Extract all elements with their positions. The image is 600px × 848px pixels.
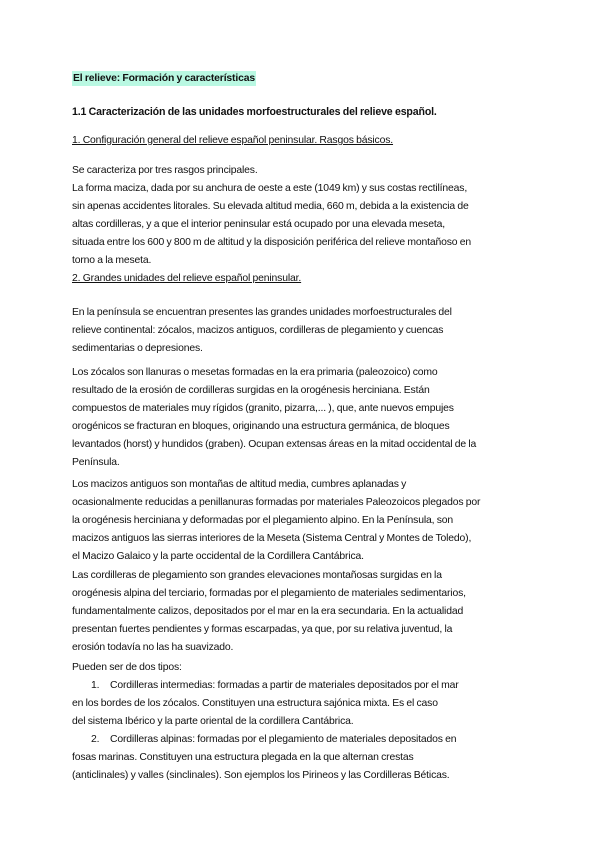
text-line: la orogénesis herciniana y deformadas por el plegamiento alpino. En la Península, son	[72, 515, 454, 526]
text-line: Cordilleras intermedias: formadas a partir de materiales depositados por el mar	[110, 680, 459, 691]
types-list	[72, 659, 542, 785]
text-line: Península.	[72, 457, 120, 468]
types-intro: Pueden ser de dos tipos:	[72, 662, 182, 673]
text-line: fosas marinas. Constituyen una estructura plegada en la que alternan crestas	[72, 752, 414, 763]
subsection-heading-2: 2. Grandes unidades del relieve español peninsular.	[72, 273, 302, 284]
text-line: presentan fuertes pendientes y formas escarpadas, ya que, por su relativa juventud, la	[72, 624, 453, 635]
document-title: El relieve: Formación y características	[73, 73, 255, 84]
text-line: orogénesis alpina del terciario, formadas por el plegamiento de materiales sedimentarios,	[72, 588, 466, 599]
paragraph-unidades	[72, 304, 542, 358]
text-line: (anticlinales) y valles (sinclinales). Son ejemplos los Pirineos y las Cordilleras Béticas.	[72, 770, 450, 781]
paragraph-cordilleras-plegamiento	[72, 567, 542, 657]
text-line: ocasionalmente reducidas a penillanuras formadas por materiales Paleozoicos plegados por	[72, 497, 481, 508]
text-line: del sistema Ibérico y la parte oriental de la cordillera Cantábrica.	[72, 716, 354, 727]
text-line: sin apenas accidentes litorales. Su elevada altitud media, 660 m, debida a la existencia de	[72, 201, 469, 212]
text-line: macizos antiguos las sierras interiores de la Meseta (Sistema Central y Montes de Toledo),	[72, 533, 472, 544]
text-line: Las cordilleras de plegamiento son grandes elevaciones montañosas surgidas en la	[72, 570, 442, 581]
text-line: relieve continental: zócalos, macizos antiguos, cordilleras de plegamiento y cuencas	[72, 325, 444, 336]
text-line: La forma maciza, dada por su anchura de oeste a este (1049 km) y sus costas rectilíneas,	[72, 183, 468, 194]
list-item-2	[72, 731, 542, 749]
section-heading: 1.1 Caracterización de las unidades morfoestructurales del relieve español.	[72, 106, 437, 118]
list-number: 1.	[91, 680, 100, 691]
text-line: orogénicos se fracturan en bloques, originando una estructura germánica, de bloques	[72, 421, 450, 432]
text-line: situada entre los 600 y 800 m de altitud y la disposición periférica del relieve montañoso en	[72, 237, 471, 248]
text-line: Cordilleras alpinas: formadas por el plegamiento de materiales depositados en	[110, 734, 457, 745]
text-line: el Macizo Galaico y la parte occidental de la Cordillera Cantábrica.	[72, 551, 364, 562]
text-line: Los zócalos son llanuras o mesetas formadas en la era primaria (paleozoico) como	[72, 367, 438, 378]
text-line: fundamentalmente calizos, depositados por el mar en la era secundaria. En la actualidad	[72, 606, 464, 617]
text-line: erosión todavía no las ha suavizado.	[72, 642, 234, 653]
paragraph-zocalos	[72, 364, 542, 472]
text-line: sedimentarias o depresiones.	[72, 343, 203, 354]
text-line: Los macizos antiguos son montañas de altitud media, cumbres aplanadas y	[72, 479, 407, 490]
text-line: En la península se encuentran presentes las grandes unidades morfoestructurales del	[72, 307, 452, 318]
subsection-heading-1: 1. Configuración general del relieve español peninsular. Rasgos básicos.	[72, 135, 394, 146]
list-number: 2.	[91, 734, 100, 745]
text-line: levantados (horst) y hundidos (graben). Ocupan extensas áreas en la mitad occidental de la	[72, 439, 477, 450]
text-line: en los bordes de los zócalos. Constituyen una estructura sajónica mixta. Es el caso	[72, 698, 438, 709]
text-line: compuestos de materiales muy rígidos (granito, pizarra,... ), que, ante nuevos empujes	[72, 403, 454, 414]
paragraph-rasgos-basicos	[72, 162, 542, 270]
text-line: Se caracteriza por tres rasgos principales.	[72, 165, 258, 176]
text-line: altas cordilleras, y a que el interior peninsular está ocupado por una elevada meseta,	[72, 219, 445, 230]
list-item-1	[72, 677, 542, 695]
paragraph-macizos-antiguos	[72, 476, 542, 566]
text-line: torno a la meseta.	[72, 255, 152, 266]
text-line: resultado de la erosión de cordilleras surgidas en la orogénesis herciniana. Están	[72, 385, 430, 396]
